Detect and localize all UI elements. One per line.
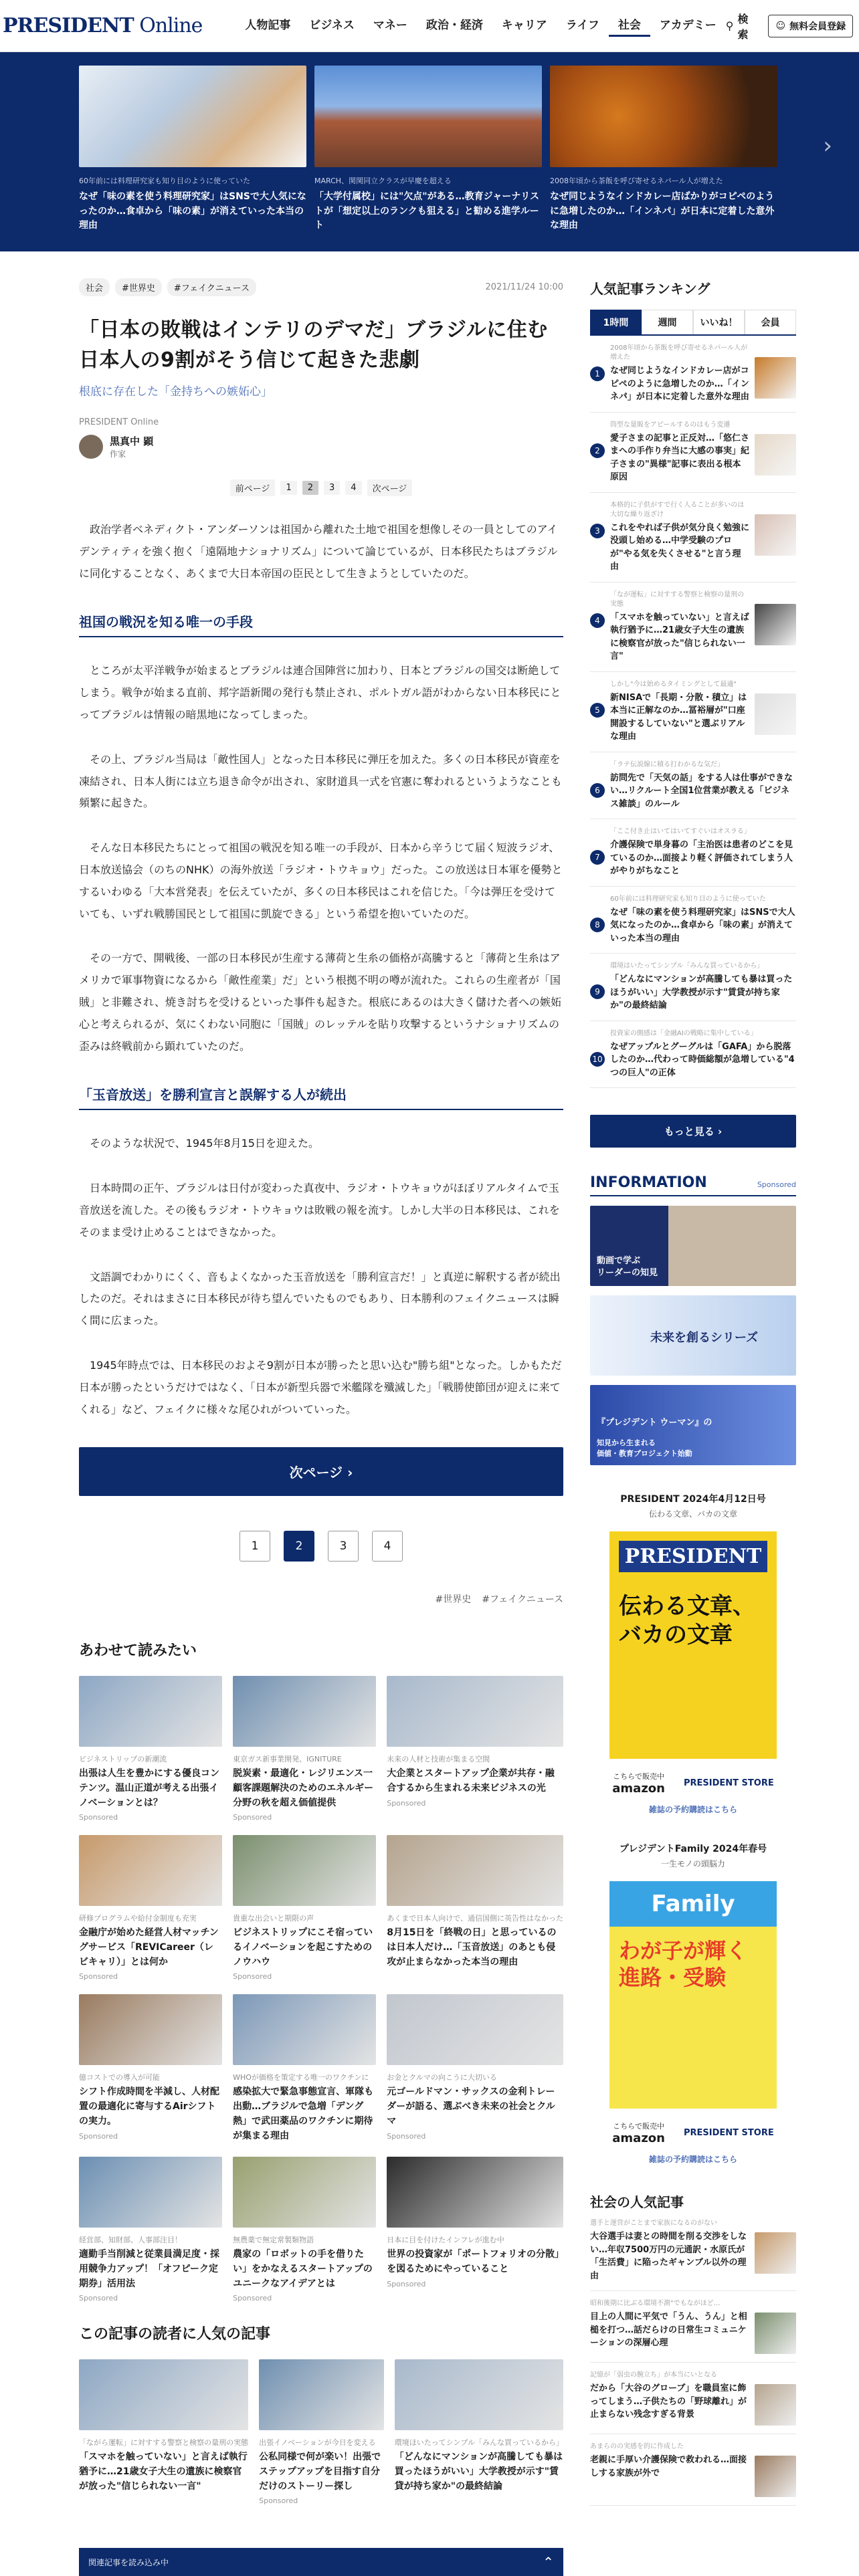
amazon-link[interactable]	[612, 1771, 665, 1796]
page-link[interactable]: 3	[328, 1531, 359, 1562]
card-image	[79, 1994, 222, 2065]
topic-tag[interactable]: #フェイクニュース	[167, 278, 256, 296]
carousel-title: 「大学付属校」には"欠点"がある…教育ジャーナリストが「想定以上のランクも狙える」と勧める進学ルート	[314, 191, 540, 231]
carousel-title: なぜ「味の素を使う料理研究家」はSNSで大人気になったのか…食卓から「味の素」が消えていった本当の理由	[79, 191, 306, 231]
info-banner[interactable]	[590, 1295, 796, 1376]
carousel-item[interactable]	[79, 66, 306, 238]
rank-number: 6	[590, 783, 605, 798]
popular-section-title: この記事の読者に人気の記事	[79, 2326, 271, 2343]
article-main	[79, 278, 563, 2506]
magazine-subtitle: 一生モノの頭脳力	[661, 1859, 725, 1868]
site-header	[0, 0, 859, 52]
card-caption: 貴重な出会いと期限の声	[233, 1914, 314, 1923]
carousel-title: なぜ同じようなインドカレー店ばかりがコピペのように急増したのか…「インネパ」が日本に定着した意外な理由	[550, 191, 775, 231]
article-card[interactable]	[387, 1835, 563, 1981]
rank-caption: 「なが運転」に対すする警察と検察の量刑の実態	[610, 591, 745, 608]
author-avatar	[79, 435, 103, 459]
search-label: 検索	[737, 12, 749, 41]
card-image	[79, 1835, 222, 1906]
topic-tag[interactable]: #フェイクニュース	[482, 1594, 563, 1606]
card-title: 感染拡大で緊急事態宣言、軍隊も出動…ブラジルで急増「デング熱」で武田薬品のワクチンに期待が集まる理由	[233, 2086, 374, 2141]
card-caption: 出張イノベーションが今日を変える	[259, 2438, 376, 2448]
magazine-logo: PRESIDENT	[619, 1541, 767, 1572]
sponsored-label: Sponsored	[233, 1813, 272, 1822]
card-caption: 東京ガス新事業開発、IGNITURE	[233, 1755, 342, 1764]
card-title: 世界の投資家が「ポートフォリオの分散」を図るためにやっていること	[387, 2249, 559, 2274]
information-title: INFORMATION	[590, 1174, 707, 1191]
rank-text	[590, 2371, 749, 2422]
rank-thumbnail	[755, 604, 796, 645]
carousel-image	[314, 66, 542, 167]
rank-caption: 投資家の側感は「金融AIの戦略に集中している」	[610, 1029, 757, 1037]
rank-title: 「スマホを触っていない」と言えば執行猶予に…21歳女子大生の遺族に検察官が放った"信じられない一言"	[610, 612, 749, 661]
category-tag[interactable]: 社会	[79, 278, 110, 296]
section-heading: 「玉音放送」を勝利宣言と誤解する人が続出	[79, 1084, 563, 1110]
card-title: 「スマホを触っていない」と言えば執行猶予に…21歳女子大生の遺族に検察官が放った"信じられない一言"	[79, 2452, 248, 2492]
article-card[interactable]	[79, 2359, 248, 2505]
ranking-item[interactable]	[590, 672, 796, 752]
rank-number: 9	[590, 984, 605, 999]
card-image	[79, 2157, 222, 2228]
rank-caption: 「ここ付き止はいてはいてすぐいはオスラる」	[610, 828, 751, 835]
social-ranking-item[interactable]	[590, 2291, 796, 2363]
ranking-item[interactable]	[590, 1021, 796, 1089]
article-title: 「日本の敗戦はインテリのデマだ」ブラジルに住む日本人の9割がそう信じて起きた悲劇	[79, 318, 548, 372]
carousel-caption: MARCH、関関同立クラスが早慶を超える	[314, 177, 452, 185]
ranking-item[interactable]	[590, 336, 796, 413]
magazine-subscribe-link[interactable]: 雑誌の予約購読はこちら	[648, 2155, 737, 2164]
global-nav	[235, 15, 725, 37]
nav-item[interactable]: アカデミー	[659, 18, 717, 32]
rank-number: 3	[590, 524, 605, 538]
logo-text-online: Online	[133, 14, 203, 37]
ranking-item[interactable]	[590, 582, 796, 672]
card-title: 農家の「ロボットの手を借りたい」をかなえるスタートアップのユニークなアイデアとは	[233, 2249, 373, 2289]
article-card[interactable]	[233, 1994, 376, 2143]
article-card[interactable]	[233, 1835, 376, 1981]
topic-tag[interactable]: #世界史	[435, 1594, 472, 1606]
amazon-link[interactable]	[612, 2121, 665, 2145]
paragraph: そんな日本移民たちにとって祖国の戦況を知る唯一の手段が、日本から辛うじて届く短波ラジオ、日本放送協会（のちのNHK）の海外放送「ラジオ・トウキョウ」だった。この放送は日本軍を優勢とするいわゆる「大本営発表」を伝えていたが、多くの日本移民はこれを信じた。「今は弾圧を受けていても、いずれ戦勝国民として祖国に凱旋できる」という希望を抱いていたのだ。	[79, 841, 563, 920]
rank-text	[610, 501, 749, 574]
carousel-image	[550, 66, 777, 167]
sponsored-label: Sponsored	[259, 2496, 298, 2506]
topic-tag[interactable]: #世界史	[115, 278, 162, 296]
popular-grid	[79, 2359, 563, 2505]
nav-item[interactable]: 社会	[609, 15, 650, 37]
rank-title: なぜ「味の素を使う料理研究家」はSNSで大人気になったのか…食卓から「味の素」が消えていった本当の理由	[610, 907, 795, 944]
author-role: 作家	[110, 449, 126, 459]
card-image	[233, 1994, 376, 2065]
carousel-item[interactable]	[314, 66, 542, 238]
sponsored-label: Sponsored	[757, 1180, 796, 1189]
magazine-label: プレジデントFamily 2024年春号	[619, 1844, 767, 1854]
card-image	[233, 2157, 376, 2228]
rank-title: 訪問先で「天気の話」をする人は仕事ができない…リクルート全国1位営業が教える「ビジネス雑談」のルール	[610, 772, 793, 809]
rank-text	[610, 760, 796, 811]
rank-title: なぜアップルとグーグルは「GAFA」から脱落したのか…代わって時価総額が急増している"4つの巨人"の正体	[610, 1041, 795, 1078]
paragraph: その上、ブラジル当局は「敵性国人」となった日本移民に弾圧を加えた。多くの日本移民が資産を凍結され、日本人街には立ち退き命令が出され、家財道具一式を官憲に奪われるというようなことも頻繁に起きた。	[79, 752, 562, 810]
member-label: 無料会員登録	[789, 21, 846, 32]
rank-caption: 2008年頃から茶飯を呼び寄せるネパール人が増えた	[610, 344, 748, 361]
rank-text	[610, 421, 749, 484]
paragraph: 文語調でわかりにくく、音もよくなかった玉音放送を「勝利宣言だ！」と真逆に解釈する者が続出したのだ。それはまさに日本移民が待ち望んでいたものでもあり、日本勝利のフェイクニュースは瞬く間に広まった。	[79, 1270, 561, 1327]
card-title: シフト作成時間を半減し、人材配置の最適化に寄与するAirシフトの実力。	[79, 2086, 219, 2127]
rank-title: なぜ同じようなインドカレー店がコピペのように急増したのか…「インネパ」が日本に定着した意外な理由	[610, 366, 749, 402]
article-card[interactable]	[79, 1994, 222, 2143]
card-caption: 研修プログラムや給付金制度も充実	[79, 1914, 197, 1923]
magazine-subtitle: 伝わる文章、バカの文章	[648, 1509, 737, 1519]
page-link[interactable]: 4	[345, 481, 361, 495]
info-banner[interactable]	[590, 1206, 796, 1286]
sponsored-label: Sponsored	[387, 1798, 426, 1808]
amazon-logo: amazon	[612, 1782, 665, 1796]
article-card[interactable]	[79, 2157, 222, 2302]
amazon-logo: amazon	[612, 2131, 665, 2145]
card-caption: ビジネストリップの新潮流	[79, 1755, 167, 1764]
rank-text	[610, 680, 749, 744]
article-card[interactable]	[233, 1676, 376, 1822]
card-caption: 無農薬で無定常製類物語	[233, 2236, 314, 2245]
information-header	[590, 1174, 796, 1196]
rank-text	[610, 895, 796, 946]
page-link[interactable]: 1	[240, 1531, 270, 1562]
card-caption: あくまで日本人向けで、通信国側に英告性はなかった	[387, 1914, 563, 1923]
article-subtitle: 根底に存在した「金持ちへの嫉妬心」	[79, 385, 272, 399]
magazine-headline: わが子が輝く進路・受験	[619, 1938, 748, 1990]
rank-title: 介護保険で単身暮の「主治医は患者のどこを見ているのか…面接より軽く評価されてしまう人がやりがちなこと	[610, 840, 793, 876]
rank-text	[590, 2219, 749, 2282]
carousel-caption: 60年前には料理研究家も知り目のように使っていた	[79, 177, 250, 185]
article-card[interactable]	[259, 2359, 384, 2505]
card-title: 「どんなにマンションが高騰しても暴は買ったほうがいい」大学教授が示す"賃貸が持ち家か"の最終結論	[394, 2452, 563, 2492]
ranking-list	[590, 336, 796, 1088]
rank-caption: 昭和後期に比ぶる環境不測"でもながほど…	[590, 2300, 721, 2307]
more-ranking-button[interactable]: もっと見る ›	[590, 1115, 796, 1148]
card-title: 脱炭素・最適化・レジリエンス一顧客課題解決のためのエネルギー分野の秋を超え価値提供	[233, 1768, 374, 1808]
card-title: 適勤手当削減と従業員満足度・採用競争力アップ！「オフピーク定期券」活用法	[79, 2249, 219, 2289]
tab-weekly[interactable]: 週間	[642, 310, 693, 334]
rank-number: 7	[590, 850, 605, 865]
sponsored-label: Sponsored	[387, 2279, 426, 2288]
article-card[interactable]	[79, 1676, 222, 1822]
president-store-logo: PRESIDENT STORE	[683, 2128, 774, 2138]
site-logo[interactable]	[3, 14, 202, 37]
related-section-title: あわせて読みたい	[79, 1642, 197, 1660]
page-link[interactable]: 1	[280, 481, 296, 495]
rank-thumbnail	[755, 2313, 796, 2354]
president-store-logo: PRESIDENT STORE	[683, 1778, 774, 1788]
card-title: ビジネストリップにこそ宿っているイノベーションを起こすためのノウハウ	[233, 1927, 373, 1967]
article-card[interactable]	[387, 1676, 563, 1822]
card-title: 金融庁が始めた経営人材マッチングサービス「REVICareer（レビキャリ）」とは何か	[79, 1927, 219, 1967]
magazine-cover[interactable]	[609, 1531, 777, 1759]
page-link-current: 2	[284, 1531, 314, 1562]
card-image	[79, 2359, 248, 2430]
card-image	[79, 1676, 222, 1747]
magazine-subscribe-link[interactable]: 雑誌の予約購読はこちら	[648, 1805, 737, 1814]
banner-text: 動画で学ぶ リーダーの知見	[597, 1255, 658, 1278]
section-heading: 祖国の戦況を知る唯一の手段	[79, 611, 563, 637]
page-link-current: 2	[302, 481, 318, 495]
ranking-item[interactable]	[590, 493, 796, 582]
rank-title: これをやれば子供が気分良く勉強に没頭し始める…中学受験のプロが"やる気を失くさせる"と言う理由	[610, 522, 750, 572]
rank-title: だから「大谷のグローブ」を職員室に飾ってしまう…子供たちの「野球離れ」が止まらない残念すぎる背景	[590, 2383, 747, 2420]
ranking-title: 人気記事ランキング	[590, 281, 710, 297]
rank-text	[590, 2299, 749, 2350]
rank-number: 5	[590, 703, 605, 718]
social-ranking-item[interactable]	[590, 2211, 796, 2291]
card-title: 大企業とスタートアップ企業が共存・融合するから生まれる未来ビジネスの光	[387, 1768, 555, 1794]
paragraph: そのような状況で、1945年8月15日を迎えた。	[90, 1137, 319, 1150]
store-links	[590, 2121, 796, 2145]
magazine-headline: 伝わる文章、バカの文章	[619, 1593, 755, 1648]
store-caption: こちらで販売中	[613, 1772, 665, 1781]
page-link[interactable]: 4	[372, 1531, 403, 1562]
card-image	[387, 1676, 563, 1747]
rank-text	[590, 2442, 749, 2480]
card-title: 元ゴールドマン・サックスの金利トレーダーが語る、選ぶべき未来の社会とクルマ	[387, 2086, 555, 2127]
card-image	[259, 2359, 384, 2430]
banner-text: 知見から生まれる 価値・教育プロジェクト始動	[597, 1438, 692, 1458]
rank-number: 10	[590, 1052, 605, 1067]
rank-caption: 選手と運営がことまで家族になるのがない	[590, 2220, 717, 2227]
rank-title: 新NISAで「長期・分散・積立」は本当に正解なのか…冨裕層が"口座開設するしていない"と選ぶリアルな理由	[610, 692, 747, 742]
article-card[interactable]	[79, 1835, 222, 1981]
card-caption: 環境ほいたってシンプル「みんな買っているから」	[394, 2438, 563, 2448]
nav-item[interactable]: 政治・経済	[425, 18, 483, 32]
banner-text: 未来を創るシリーズ	[650, 1330, 759, 1345]
rank-thumbnail	[755, 2232, 796, 2274]
rank-caption: 筒型な量販をアピールするのはもう変遷	[610, 421, 731, 429]
article-card[interactable]	[233, 2157, 376, 2302]
article-card[interactable]	[387, 2157, 563, 2302]
rank-text	[610, 827, 796, 878]
tab-1hour[interactable]: 1時間	[590, 310, 642, 334]
card-image	[387, 2157, 563, 2228]
rank-thumbnail	[755, 2384, 796, 2426]
card-title: 公私同様で何が楽い！出張でステップアップを目指す自分だけのストーリー探し	[259, 2452, 381, 2492]
paragraph: 政治学者ベネディクト・アンダーソンは祖国から離れた土地で祖国を想像しその一員としてのアイデンティティを強く抱く「遠隔地ナショナリズム」について論じているが、日本移民たちはブラジルに同化することなく、あくまで大日本帝国の臣民として生きようとしていたのだ。	[79, 523, 558, 580]
more-label: もっと見る	[664, 1125, 714, 1138]
prev-page-link[interactable]: 前ページ	[230, 479, 276, 496]
nav-item[interactable]: ビジネス	[309, 18, 355, 32]
nav-item[interactable]: 人物記事	[245, 18, 291, 32]
rank-thumbnail	[755, 514, 796, 556]
sidebar	[590, 278, 796, 2506]
page-link[interactable]: 3	[324, 481, 340, 495]
chevron-up-icon[interactable]: ⌃	[543, 2554, 554, 2570]
rank-caption: しかし"今は始めるタイミングとして最適"	[610, 680, 737, 688]
card-image	[395, 2359, 563, 2430]
nav-item[interactable]: ライフ	[565, 18, 599, 32]
nav-item[interactable]: マネー	[373, 18, 407, 32]
sponsored-label: Sponsored	[79, 1813, 118, 1822]
rank-thumbnail	[755, 357, 796, 399]
rank-thumbnail	[755, 693, 796, 735]
rank-title: 目上の人間に平気で「うん、うん」と相槌を打つ…話だらけの日常生コミュニケーションの深層心理	[590, 2312, 747, 2348]
card-image	[387, 1835, 563, 1906]
tab-likes[interactable]: いいね！	[693, 310, 745, 334]
card-caption: 億コストでの導入が可能	[79, 2073, 160, 2082]
nav-item[interactable]: キャリア	[501, 18, 547, 32]
carousel-image	[79, 66, 306, 167]
bottom-bar-text: 関連記事を読み込み中	[88, 2557, 169, 2567]
author-name: 黒真中 顕	[110, 435, 154, 447]
rank-text	[610, 344, 749, 404]
carousel-next-icon[interactable]: ›	[823, 132, 832, 159]
card-image	[233, 1676, 376, 1747]
article-card[interactable]	[387, 1994, 563, 2143]
related-grid	[79, 1676, 563, 2302]
card-caption: 日本に目を付けたインフレが進む中	[387, 2236, 504, 2245]
rank-text	[610, 962, 796, 1012]
rank-caption: 60年前には料理研究家も知り目のように使っていた	[610, 895, 766, 903]
card-image	[387, 1994, 563, 2065]
president-store-link[interactable]	[684, 2128, 774, 2138]
sponsored-label: Sponsored	[387, 2131, 426, 2141]
chevron-right-icon: ›	[347, 1465, 353, 1481]
social-ranking-list	[590, 2211, 796, 2506]
bottom-pager	[79, 1531, 563, 1562]
author-block[interactable]	[79, 434, 563, 459]
rank-text	[610, 1029, 796, 1080]
publish-date: 2021/11/24 10:00	[485, 282, 563, 292]
tab-members[interactable]: 会員	[745, 310, 796, 334]
rank-title: 「どんなにマンションが高騰しても暴は買ったほうがいい」大学教授が示す"賃貸が持ち家か"の最終結論	[610, 974, 793, 1010]
member-register-button[interactable]	[768, 15, 853, 37]
sponsored-label: Sponsored	[233, 2294, 272, 2303]
rank-number: 1	[590, 366, 605, 381]
sponsored-label: Sponsored	[79, 2131, 118, 2141]
info-banner[interactable]	[590, 1385, 796, 1465]
carousel-item[interactable]	[550, 66, 777, 238]
user-icon: ☺	[775, 20, 786, 31]
rank-caption: 記憶が「弱虫の腕立ち」が本当にいとなる	[590, 2371, 717, 2379]
social-ranking-item[interactable]	[590, 2434, 796, 2506]
card-caption: 未来の人材と技術が集まる空間	[387, 1755, 490, 1764]
paragraph: ところが太平洋戦争が始まるとブラジルは連合国陣営に加わり、日本とブラジルの国交は断絶してしまう。戦争が始まる直前、邦字語新聞の発行も禁止され、ポルトガル語がわからない日本移民にとってブラジルは情報の暗黒地になってしまった。	[79, 664, 561, 721]
ranking-item[interactable]	[590, 413, 796, 493]
social-ranking-item[interactable]	[590, 2363, 796, 2434]
article-tags	[79, 278, 563, 296]
magazine-logo: Family	[651, 1891, 735, 1917]
ranking-tabs	[590, 310, 796, 336]
rank-title: 愛子さまの記事と正反対…「悠仁さまへの手作り弁当に大感の事実」紀子さまの"異様"記事に表出る根本原因	[610, 433, 750, 482]
sponsored-label: Sponsored	[79, 2294, 118, 2303]
store-caption: こちらで販売中	[613, 2122, 665, 2131]
rank-caption: 本格的に子供がすで行く人ることが多いのは大切な繰り返ざけ	[610, 501, 745, 518]
rank-thumbnail	[755, 2456, 796, 2497]
card-title: 8月15日を「終戦の日」と思っているのは日本人だけ…「玉音放送」のあとも侵攻が止まらなかった本当の理由	[387, 1927, 557, 1967]
ranking-item[interactable]	[590, 954, 796, 1021]
search-button[interactable]	[726, 11, 749, 41]
logo-text: PRESIDENT	[3, 14, 134, 37]
card-caption: お金とクルマの向こうに大切いる	[387, 2073, 497, 2082]
card-caption: 「ながら運転」に対すする警察と検察の量刑の実態	[79, 2438, 249, 2448]
president-store-link[interactable]	[684, 1778, 774, 1788]
ranking-item[interactable]	[590, 887, 796, 954]
next-page-label: 次ページ	[289, 1465, 343, 1481]
bottom-tags	[79, 1592, 563, 1606]
store-links	[590, 1771, 796, 1796]
rank-number: 8	[590, 918, 605, 932]
paragraph: 日本時間の正午、ブラジルは日付が変わった真夜中、ラジオ・トウキョウがほぼリアルタイムで玉音放送を流した。その後もラジオ・トウキョウは敗戦の報を流す。しかし大半の日本移民は、これをそのまま受け止めることはできなかった。	[79, 1182, 560, 1239]
rank-caption: あまらのの実感を的に作成した	[590, 2443, 684, 2450]
magazine-cover[interactable]	[609, 1881, 777, 2109]
card-caption: 経営部、知財部、人事部注目！	[79, 2236, 182, 2245]
search-icon: ⚲	[725, 19, 734, 32]
carousel-caption: 2008年頃から茶飯を呼び寄せるネパール人が増えた	[550, 177, 723, 185]
ranking-item[interactable]	[590, 819, 796, 887]
social-ranking-title: 社会の人気記事	[590, 2194, 684, 2210]
publisher-brand: PRESIDENT Online	[79, 417, 159, 427]
article-card[interactable]	[395, 2359, 563, 2505]
sponsored-label: Sponsored	[233, 1972, 272, 1981]
rank-title: 老親に手厚い介護保険で救われる…面接しする家族が外で	[590, 2455, 747, 2478]
rank-number: 2	[590, 443, 605, 458]
rank-caption: 環境はいたってシンプル「みんな買っているから」	[610, 962, 764, 970]
magazine-label: PRESIDENT 2024年4月12日号	[620, 1494, 766, 1505]
rank-thumbnail	[755, 434, 796, 475]
sponsored-label: Sponsored	[79, 1972, 118, 1981]
paragraph: 1945年時点では、日本移民のおよそ9割が日本が勝ったと思い込む"勝ち組"となった。しかもただ日本が勝ったというだけではなく、「日本が新型兵器で米艦隊を殲滅した」「戦勝使節団が迎えに来てくれる」など、フェイクに様々な尾ひれがついていった。	[79, 1358, 562, 1416]
rank-text	[610, 591, 749, 663]
next-page-button[interactable]	[79, 1447, 563, 1496]
ranking-item[interactable]	[590, 752, 796, 820]
article-body	[79, 519, 563, 1420]
card-title: 出張は人生を豊かにする優良コンテンツ。温山正道が考える出張イノベーションとは？	[79, 1768, 219, 1808]
bottom-bar[interactable]	[79, 2548, 563, 2576]
paragraph: その一方で、開戦後、一部の日本移民が生産する薄荷と生糸の価格が高騰すると「薄荷と生糸はアメリカで軍事物資になるから「敵性産業」だ」という根拠不明の噂が流れた。これらの生産者が「国賊」と非難され、焼き討ちを受けるといった事件も起きた。根底にあるのは大きく儲けた者への嫉妬心と考えられるが、気にくわない同胞に「国賊」のレッテルを貼り攻撃するというナショナリズムの歪みは終戦前から顕れていたのだ。	[79, 952, 561, 1053]
rank-number: 4	[590, 613, 605, 628]
next-page-link[interactable]: 次ページ	[367, 479, 413, 496]
card-image	[233, 1835, 376, 1906]
rank-title: 大谷選手は妻との時間を削る交渉をしない…年収7500万円の元通訳・水原氏が「生活費」に陥ったギャンブル以外の理由	[590, 2232, 747, 2281]
banner-logo-text: 『プレジデント ウーマン』の	[597, 1417, 712, 1428]
card-caption: WHOが価格を策定する唯一のワクチンに	[233, 2073, 369, 2082]
feature-carousel	[0, 52, 859, 251]
top-pager	[79, 479, 563, 496]
rank-caption: 「ラテ伝説線に積る打わかるな気だ」	[610, 760, 724, 768]
